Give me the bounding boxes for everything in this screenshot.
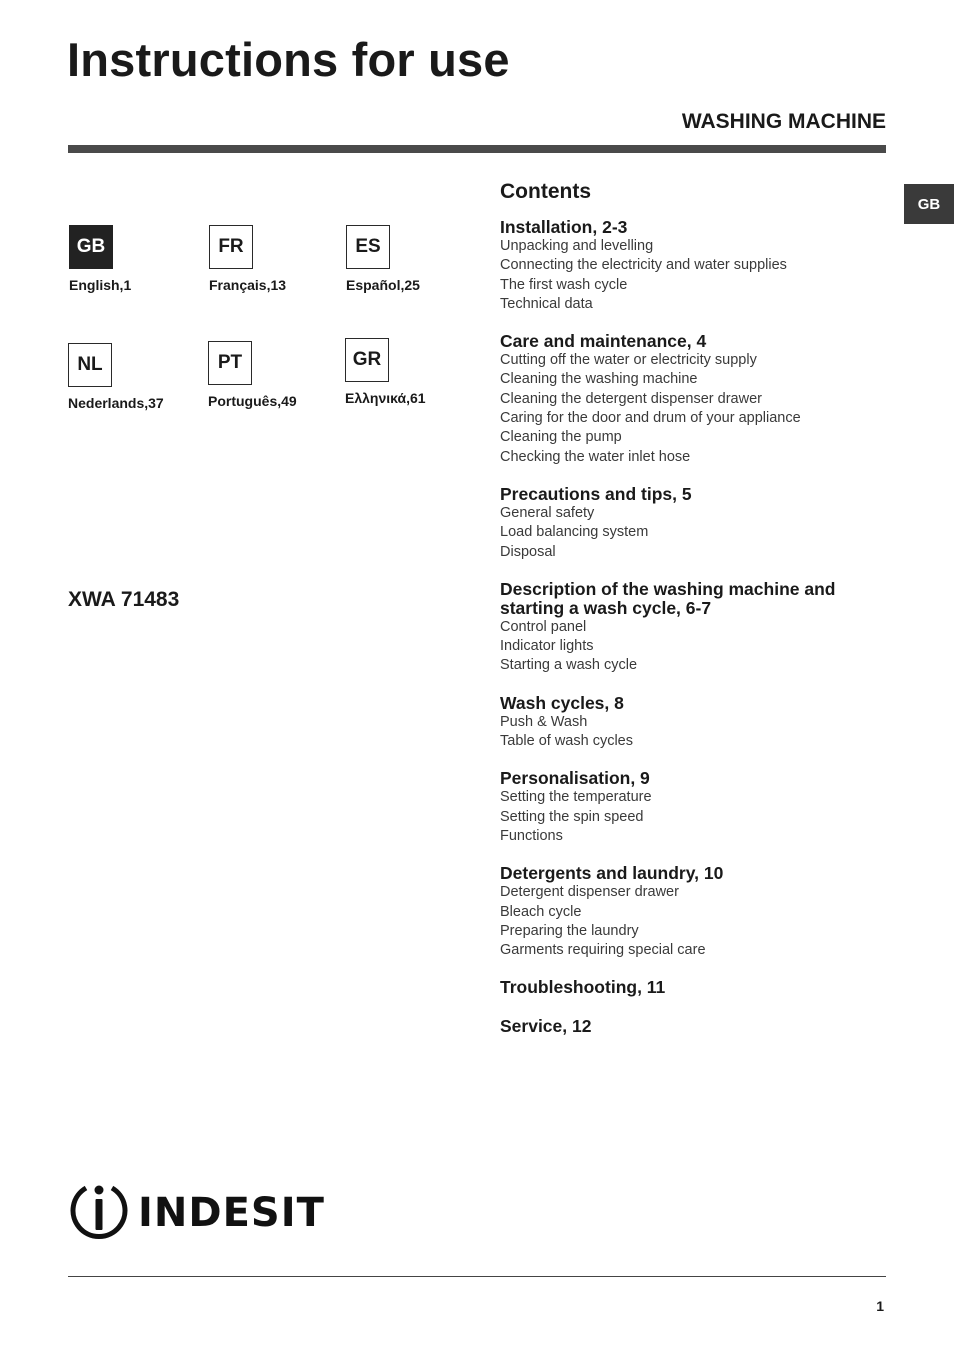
language-code-box: GB (69, 225, 113, 269)
toc-item[interactable]: Starting a wash cycle (500, 657, 638, 674)
toc-item[interactable]: Garments requiring special care (500, 942, 706, 959)
toc-item[interactable]: Control panel (500, 618, 587, 635)
brand-wordmark: INDESIT (138, 1189, 325, 1236)
toc-section-title[interactable]: Care and maintenance, 4 (500, 331, 707, 352)
toc-item[interactable]: Checking the water inlet hose (500, 448, 691, 465)
language-code-box: ES (346, 225, 390, 269)
toc-section-detergents (500, 864, 890, 960)
page-title: Instructions for use (67, 33, 510, 86)
toc-item[interactable]: Cleaning the pump (500, 429, 622, 446)
language-label: Français,13 (209, 277, 287, 293)
language-code-box: PT (208, 341, 252, 385)
model-number: XWA 71483 (68, 588, 180, 611)
header-divider-bar (68, 145, 886, 153)
toc-section-personalisation (500, 769, 890, 846)
toc-section-wash-cycles (500, 694, 890, 752)
toc-item[interactable]: Cleaning the washing machine (500, 371, 698, 388)
brand-logo (68, 1180, 325, 1245)
toc-item[interactable]: Table of wash cycles (500, 733, 633, 750)
language-label: Português,49 (208, 393, 297, 409)
language-code-box: GR (345, 338, 389, 382)
indesit-i-circle-icon (68, 1180, 130, 1245)
toc-item[interactable]: Functions (500, 827, 563, 844)
toc-item[interactable]: Bleach cycle (500, 903, 582, 920)
toc-item[interactable]: Connecting the electricity and water supplies (500, 257, 787, 274)
toc-section-title[interactable]: Installation, 2-3 (500, 217, 628, 237)
language-entry-nl[interactable] (68, 343, 164, 411)
toc-item[interactable]: General safety (500, 504, 595, 521)
language-entry-pt[interactable] (208, 341, 297, 409)
toc-item[interactable]: Setting the spin speed (500, 808, 644, 825)
language-entry-es[interactable] (346, 225, 420, 293)
language-label: English,1 (69, 277, 132, 293)
toc-item[interactable]: Caring for the door and drum of your appliance (500, 410, 801, 427)
language-code-box: FR (209, 225, 253, 269)
toc-item[interactable]: Technical data (500, 295, 593, 312)
language-entry-fr[interactable] (209, 225, 286, 293)
language-label: Nederlands,37 (68, 395, 164, 411)
product-type-heading: WASHING MACHINE (681, 110, 886, 133)
language-label: Ελληνικά,61 (345, 390, 426, 406)
footer-divider (68, 1276, 886, 1277)
table-of-contents (500, 180, 890, 1054)
toc-section-precautions (500, 485, 890, 562)
toc-section-title[interactable]: Troubleshooting, 11 (500, 977, 666, 998)
toc-section-troubleshooting (500, 978, 890, 997)
toc-item[interactable]: The first wash cycle (500, 276, 628, 293)
language-entry-gr[interactable] (345, 338, 426, 406)
toc-section-title[interactable]: Service, 12 (500, 1016, 592, 1037)
toc-section-title[interactable]: Personalisation, 9 (500, 768, 650, 789)
toc-item[interactable]: Cutting off the water or electricity supply (500, 352, 757, 369)
toc-section-installation (500, 218, 890, 314)
toc-section-care (500, 332, 890, 467)
contents-heading: Contents (500, 180, 591, 203)
toc-item[interactable]: Disposal (500, 543, 556, 560)
toc-section-service (500, 1017, 890, 1036)
toc-section-title[interactable]: Wash cycles, 8 (500, 692, 624, 713)
toc-section-title[interactable]: Precautions and tips, 5 (500, 483, 692, 504)
language-code-box: NL (68, 343, 112, 387)
toc-item[interactable]: Load balancing system (500, 524, 649, 541)
toc-item[interactable]: Cleaning the detergent dispenser drawer (500, 390, 762, 407)
toc-item[interactable]: Unpacking and levelling (500, 238, 654, 254)
toc-item[interactable]: Setting the temperature (500, 789, 652, 806)
toc-section-title[interactable]: Description of the washing machine and starting a wash cycle, 6-7 (500, 578, 836, 618)
page-number: 1 (876, 1298, 884, 1314)
toc-section-title[interactable]: Detergents and laundry, 10 (500, 863, 724, 884)
language-entry-gb[interactable] (69, 225, 131, 293)
toc-section-description (500, 580, 890, 676)
language-label: Español,25 (346, 277, 420, 293)
language-side-tab: GB (904, 184, 954, 224)
toc-item[interactable]: Push & Wash (500, 713, 588, 730)
toc-item[interactable]: Indicator lights (500, 638, 594, 655)
toc-item[interactable]: Detergent dispenser drawer (500, 884, 679, 901)
toc-item[interactable]: Preparing the laundry (500, 922, 639, 939)
